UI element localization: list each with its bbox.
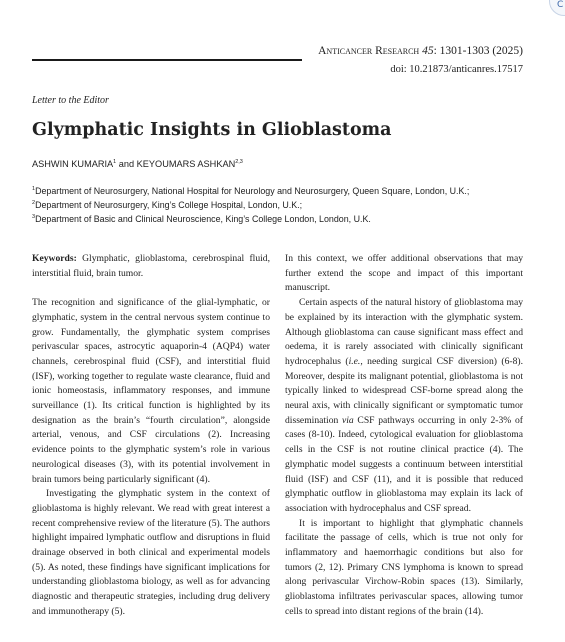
- text-run: , needing surgical CSF diversion) (6-8). Moreover, despite its malignant potential, glioblastoma is not typically linked to widespread CSF-borne spread along the neural axis, with clinically significant or symptomatic tumor dissemination: [285, 355, 523, 426]
- header-rule: [32, 59, 302, 61]
- body-paragraph: The recognition and significance of the glial-lymphatic, or glymphatic, system in the central nervous system continue to grow. Fundamentally, the glymphatic system comprises perivascular spaces, astrocytic aquaporin-4 (AQP4) water channels, cerebrospinal fluid (CSF), and interstitial fluid (ISF), working together to regulate waste clearance, fluid and ionic homeostasis, inflammatory responses, and immune surveillance (1). Its critical function is highlighted by its designation as the brain’s “fourth circulation”, alongside arterial, venous, and CSF circulations (2). Increasing evidence points to the glymphatic system’s role in various neurological diseases (3), with its potential involvement in brain tumors being particularly significant (4).: [32, 297, 270, 485]
- author-joiner: and: [116, 159, 137, 169]
- left-column: [32, 252, 270, 620]
- keywords-text: Glymphatic, glioblastoma, cerebrospinal fluid, interstitial fluid, brain tumor.: [32, 253, 270, 279]
- author-affiliation-marker: 1: [113, 158, 117, 165]
- corner-badge[interactable]: [549, 0, 565, 16]
- body-paragraph: In this context, we offer additional observations that may further extend the scope and impact of this important manuscript.: [285, 253, 523, 294]
- affiliation-number: 3: [32, 214, 36, 221]
- article-category: Letter to the Editor: [32, 95, 109, 106]
- author-name: KEYOUMARS ASHKAN: [136, 159, 236, 169]
- journal-volume: 45: [422, 45, 434, 57]
- affiliation-number: 1: [32, 186, 36, 193]
- affiliation-text: Department of Basic and Clinical Neuroscience, King’s College London, London, U.K.: [35, 214, 371, 224]
- author-list: [32, 159, 243, 169]
- affiliation-number: 2: [32, 200, 36, 207]
- body-paragraph: It is important to highlight that glymphatic channels facilitate the passage of cells, which is true not only for inflammatory and haemorrhagic conditions but also for tumors (2, 12). Primary CNS lymphoma is known to spread along perivascular Virchow-Robin spaces (13). Similarly, glioblastoma infiltrates perivascular spaces, allowing tumor cells to spread into distant regions of the brain (14).: [285, 517, 523, 617]
- right-column: [285, 252, 523, 620]
- affiliation-text: Department of Neurosurgery, National Hospital for Neurology and Neurosurgery, Queen Square, London, U.K.;: [35, 186, 470, 196]
- text-run: CSF pathways occurring in only 2-3% of cases (8-10). Indeed, cytological evaluation for glioblastoma cells in the CSF is not routine clinical practice (4). The glymphatic model suggests a continuum between interstitial fluid (ISF) and CSF (11), and it is possible that reduced glymphatic outflow in glioblastoma may explain its lack of association with hydrocephalus and CSF spread.: [285, 414, 523, 514]
- keywords-label: Keywords:: [32, 253, 77, 264]
- journal-name: Anticancer Research: [318, 45, 420, 57]
- body-paragraph: Investigating the glymphatic system in the context of glioblastoma is highly relevant. We read with great interest a recent comprehensive review of the literature (5). The authors highlight impaired lymphatic outflow and disruptions in fluid drainage observed in both clinical and experimental models (5). As noted, these findings have significant implications for understanding glioblastoma biology, as well as for advancing diagnostic and therapeutic strategies, including drug delivery and immunotherapy (5).: [32, 488, 270, 617]
- affiliation: [32, 212, 522, 226]
- italic-run: i.e.: [348, 355, 361, 367]
- affiliation: [32, 184, 522, 198]
- journal-pages: : 1301-1303 (2025): [433, 45, 523, 57]
- keywords: [32, 252, 270, 281]
- author-name: ASHWIN KUMARIA: [32, 159, 114, 169]
- body-paragraph: [285, 296, 523, 517]
- article-title: Glymphatic Insights in Glioblastoma: [32, 120, 392, 140]
- author-affiliation-marker: 2,3: [235, 158, 243, 165]
- affiliation-text: Department of Neurosurgery, King’s College Hospital, London, U.K.;: [35, 200, 303, 210]
- affiliation: [32, 198, 522, 212]
- italic-run: via: [342, 414, 354, 426]
- affiliations: [32, 184, 522, 226]
- corner-badge-glyph: C: [557, 0, 564, 10]
- doi[interactable]: doi: 10.21873/anticanres.17517: [390, 64, 523, 75]
- journal-citation: [318, 45, 523, 57]
- text-run: Certain aspects of the natural history of glioblastoma may be explained by its interaction with the glymphatic system. Although glioblastoma can cause significant mass effect and oedema, it is rarely associated with clinically significant hydrocephalus (: [285, 297, 523, 367]
